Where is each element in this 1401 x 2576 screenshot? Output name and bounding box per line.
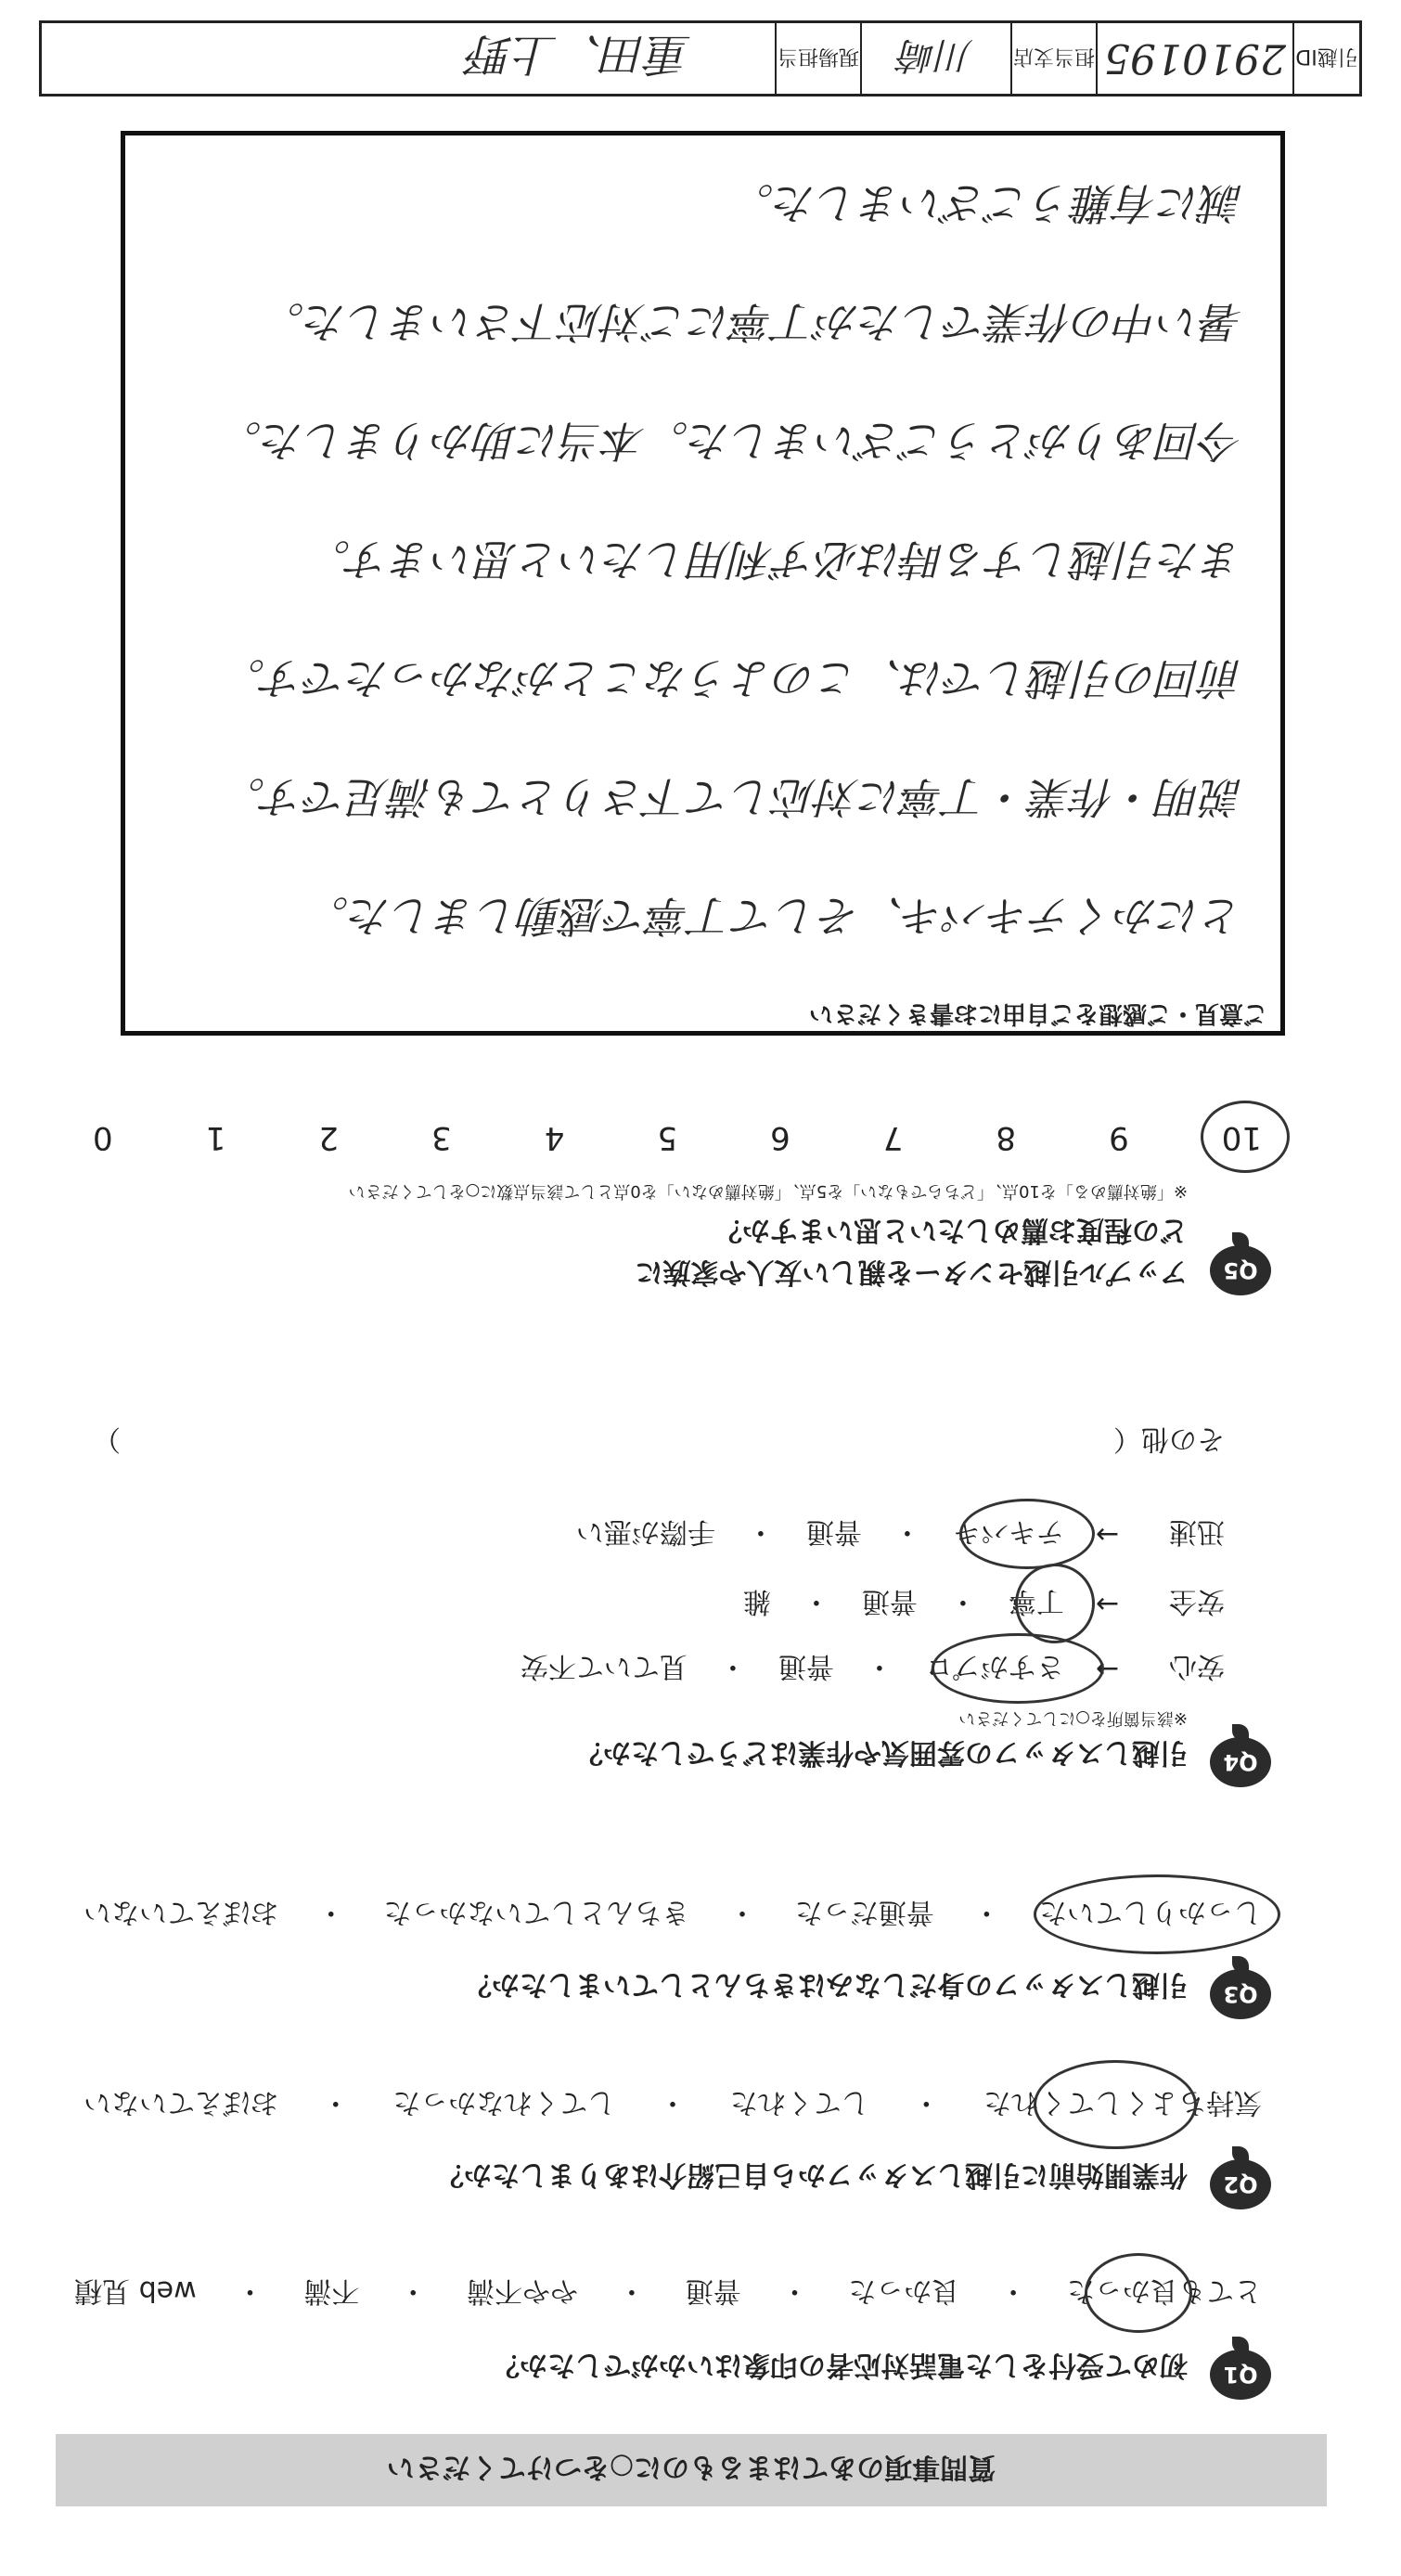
separator-dot: ・	[316, 1896, 345, 1928]
q3-option[interactable]: 普通だった	[794, 1896, 934, 1928]
q3-option[interactable]: しっかりしていた	[1039, 1896, 1262, 1928]
q2-selected-circle	[1034, 2060, 1197, 2149]
separator-dot: ・	[912, 2086, 941, 2119]
q2-option[interactable]: してくれなかった	[392, 2086, 616, 2119]
separator-dot: ・	[236, 2274, 264, 2307]
q2-option[interactable]: してくれた	[729, 2086, 869, 2119]
separator-dot: ・	[617, 2274, 646, 2307]
q1-option[interactable]: web 見積	[74, 2274, 197, 2307]
score-option[interactable]: 7	[882, 1119, 904, 1156]
q4-row-label: 安心	[1169, 1650, 1225, 1682]
q4-option[interactable]: 普通	[861, 1585, 918, 1617]
q4-row-jinsoku	[576, 1514, 1225, 1555]
q4-option[interactable]: テキパキ	[952, 1515, 1064, 1548]
q4-other-close: ）	[93, 1423, 121, 1455]
separator-dot: ・	[893, 1515, 921, 1548]
q1-option[interactable]: 普通	[685, 2274, 741, 2307]
arrow-icon: →	[1095, 1588, 1119, 1621]
q4-option[interactable]: 普通	[805, 1515, 862, 1548]
score-option[interactable]: 6	[770, 1119, 790, 1156]
instruction-banner-text: 質問事項のあてはまるものに○をつけてください	[386, 2451, 996, 2483]
q5-badge: Q5	[1210, 1245, 1271, 1295]
comment-line: 説明・作業・丁寧に対応して下さりとても満足です。	[222, 772, 1243, 822]
arrow-icon: →	[1095, 1518, 1119, 1552]
q4-row-label: 安全	[1169, 1585, 1225, 1617]
q1-option[interactable]: とても良かった	[1067, 2274, 1262, 2307]
separator-dot: ・	[746, 1515, 775, 1548]
q1-selected-circle	[1085, 2253, 1192, 2333]
score-option[interactable]: 0	[93, 1119, 113, 1156]
q4-row3-selected-circle	[959, 1499, 1095, 1569]
q1-option[interactable]: 良かった	[848, 2274, 960, 2307]
q4-option[interactable]: 見ていて不安	[520, 1650, 688, 1682]
q2-option[interactable]: おぼえていない	[84, 2086, 279, 2119]
q5-text-line1: アップル引越センターを親しい友人や家族に	[635, 1256, 1188, 1288]
arrow-icon: →	[1095, 1653, 1119, 1686]
q4-option[interactable]: 普通	[778, 1650, 834, 1682]
q4-option[interactable]: さすがプロ	[924, 1650, 1064, 1682]
score-option[interactable]: 9	[1109, 1119, 1129, 1156]
q4-row-anshin	[521, 1649, 1225, 1690]
q5-text-line2: どの程度お薦めしたいと思いますか？	[714, 1214, 1188, 1246]
score-option[interactable]: 2	[318, 1119, 339, 1156]
comment-line: 今回ありがとうございました。本当に助かりました。	[219, 416, 1243, 466]
branch-value: 川崎	[860, 23, 1010, 94]
q4-option[interactable]: 手際が悪い	[575, 1515, 715, 1548]
q4-row-label: 迅速	[1169, 1515, 1225, 1548]
separator-dot: ・	[802, 1585, 830, 1617]
comment-line: また引越しする時は必ず利用したいと思います。	[307, 535, 1243, 585]
q1-text: 初めて受付をした電話対応者の印象はいかがでしたか？	[492, 2349, 1188, 2381]
q4-badge: Q4	[1210, 1737, 1271, 1787]
comment-line: 前回の引越しでは、このようなことがなかったです。	[222, 653, 1243, 703]
score-option[interactable]: 5	[657, 1119, 678, 1156]
q3-selected-circle	[1034, 1874, 1280, 1954]
staff-label: 現場担当	[775, 23, 860, 94]
q4-text: 引越しスタッフの雰囲気や作業はどうでしたか？	[575, 1736, 1188, 1769]
separator-dot: ・	[659, 2086, 688, 2119]
q4-other-label: その他（	[1113, 1423, 1225, 1455]
branch-label: 担当支店	[1010, 23, 1096, 94]
score-option[interactable]: 4	[544, 1119, 565, 1156]
id-label: 引越ID	[1292, 23, 1359, 94]
q2-badge: Q2	[1210, 2159, 1271, 2209]
q1-option[interactable]: 不満	[303, 2274, 360, 2307]
q1-option[interactable]: やや不満	[467, 2274, 579, 2307]
separator-dot: ・	[972, 1896, 1001, 1928]
separator-dot: ・	[999, 2274, 1028, 2307]
score-option[interactable]: 3	[431, 1119, 452, 1156]
q3-text: 引越しスタッフの身だしなみはきちんとしていましたか？	[464, 1968, 1188, 2001]
score-selected-circle	[1201, 1101, 1290, 1173]
instruction-banner	[56, 2434, 1327, 2506]
q4-row1-selected-circle	[932, 1633, 1104, 1704]
q1-badge: Q1	[1210, 2350, 1271, 2400]
comment-line: 暑い中の作業でしたが丁寧にご対応下さいました。	[262, 297, 1243, 347]
comment-line: とにかくテキパキ、そして丁寧で感動しました。	[305, 891, 1243, 941]
q4-option[interactable]: 雑	[742, 1585, 771, 1617]
q3-badge: Q3	[1210, 1969, 1271, 2019]
score-option[interactable]: 1	[205, 1119, 226, 1156]
comments-heading: ご意見・ご感想をご自由にお書きください	[808, 999, 1267, 1027]
separator-dot: ・	[865, 1650, 893, 1682]
q4-note: ※該当箇所を○にしてください	[958, 1708, 1188, 1728]
comment-line: 誠に有難うございました。	[731, 178, 1243, 228]
q5-note: ※「絶対薦める」を10点、「どちらでもない」を5点、「絶対薦めない」を0点として該当点数に○をしてください	[348, 1181, 1188, 1201]
separator-dot: ・	[399, 2274, 428, 2307]
q1-options	[74, 2273, 1262, 2314]
separator-dot: ・	[321, 2086, 350, 2119]
header-table	[39, 20, 1362, 97]
separator-dot: ・	[728, 1896, 757, 1928]
comments-lines	[144, 144, 1243, 975]
q4-row2-selected-circle	[1015, 1564, 1095, 1643]
q3-option[interactable]: きちんとしていなかった	[383, 1896, 690, 1928]
id-value: 2910195	[1096, 23, 1292, 94]
separator-dot: ・	[718, 1650, 747, 1682]
separator-dot: ・	[948, 1585, 977, 1617]
q3-option[interactable]: おぼえていない	[84, 1896, 279, 1928]
score-option[interactable]: 8	[996, 1119, 1017, 1156]
score-option[interactable]: 10	[1222, 1119, 1262, 1156]
q2-text: 作業開始前に引越しスタッフから自己紹介はありましたか？	[436, 2158, 1188, 2191]
q2-option[interactable]: 気持ちよくしてくれた	[983, 2086, 1262, 2119]
q4-other	[93, 1422, 1225, 1462]
staff-value: 重田、上野	[468, 28, 691, 81]
q5-scale	[93, 1119, 1262, 1156]
comments-box	[121, 131, 1285, 1036]
separator-dot: ・	[780, 2274, 809, 2307]
q4-option[interactable]: 丁寧	[1008, 1585, 1064, 1617]
q4-row-anzen	[743, 1584, 1225, 1625]
